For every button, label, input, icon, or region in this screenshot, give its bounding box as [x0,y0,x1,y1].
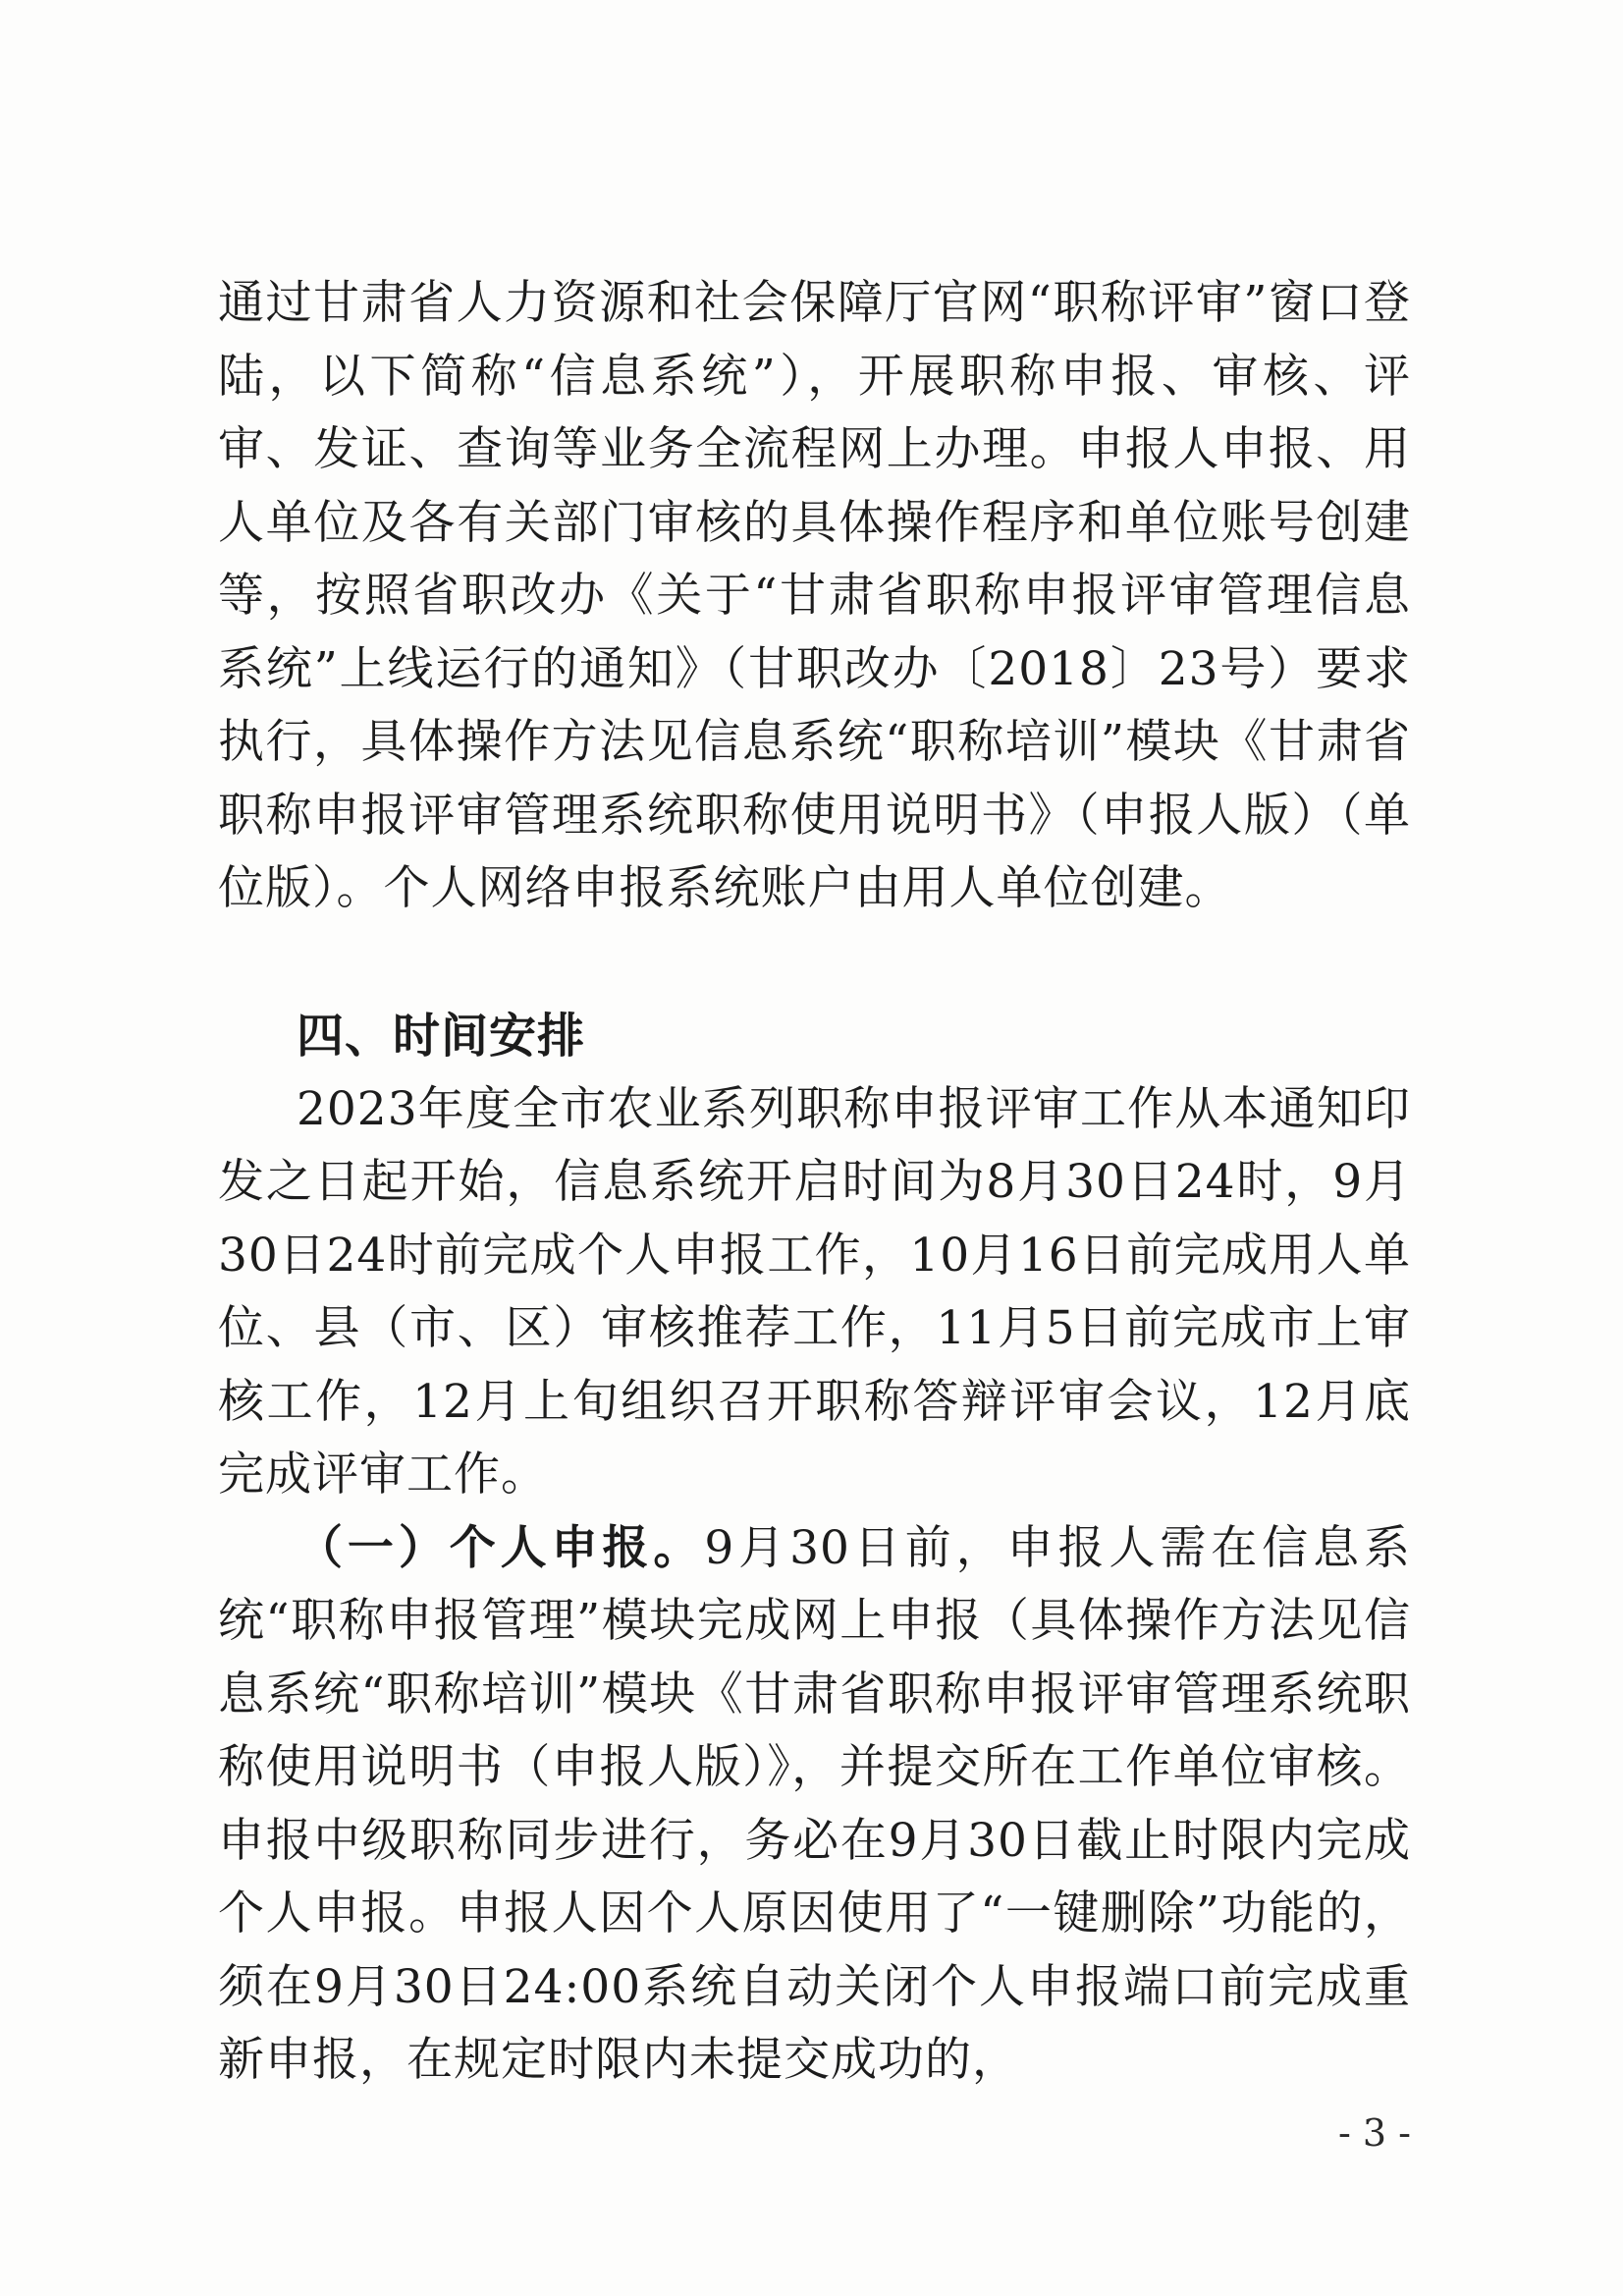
text-block-schedule [218,1000,1411,2098]
paragraph-schedule: 2023年度全市农业系列职称申报评审工作从本通知印发之日起开始，信息系统开启时间为8月30日24时，9月30日24时前完成个人申报工作，10月16日前完成用人单位、县（市、区）审核推荐工作，11月5日前完成市上审核工作，12月上旬组织召开职称答辩评审会议，12月底完成评审工作。 [218,1081,1411,1502]
paragraph-personal-application-body: 9月30日前，申报人需在信息系统“职称申报管理”模块完成网上申报（具体操作方法见信息系统“职称培训”模块《甘肃省职称申报评审管理系统职称使用说明书（申报人版）》，并提交所在工作单位审核。申报中级职称同步进行，务必在9月30日截止时限内完成个人申报。申报人因个人原因使用了“一键删除”功能的，须在9月30日24:00系统自动关闭个人申报端口前完成重新申报，在规定时限内未提交成功的， [218,1520,1412,2087]
paragraph-personal-application [218,1512,1411,2098]
subsection-lead-personal-application: （一）个人申报。 [297,1520,705,1575]
page-number: - 3 - [1337,2111,1411,2155]
text-block-top [218,267,1411,926]
paragraph-system-login: 通过甘肃省人力资源和社会保障厅官网“职称评审”窗口登陆，以下简称“信息系统”），开展职称申报、审核、评审、发证、查询等业务全流程网上办理。申报人申报、用人单位及各有关部门审核的具体操作程序和单位账号创建等，按照省职改办《关于“甘肃省职称申报评审管理信息系统”上线运行的通知》（甘职改办〔2018〕23号）要求执行，具体操作方法见信息系统“职称培训”模块《甘肃省职称申报评审管理系统职称使用说明书》（申报人版）（单位版）。个人网络申报系统账户由用人单位创建。 [218,276,1411,915]
section-heading-schedule: 四、时间安排 [297,1009,586,1064]
